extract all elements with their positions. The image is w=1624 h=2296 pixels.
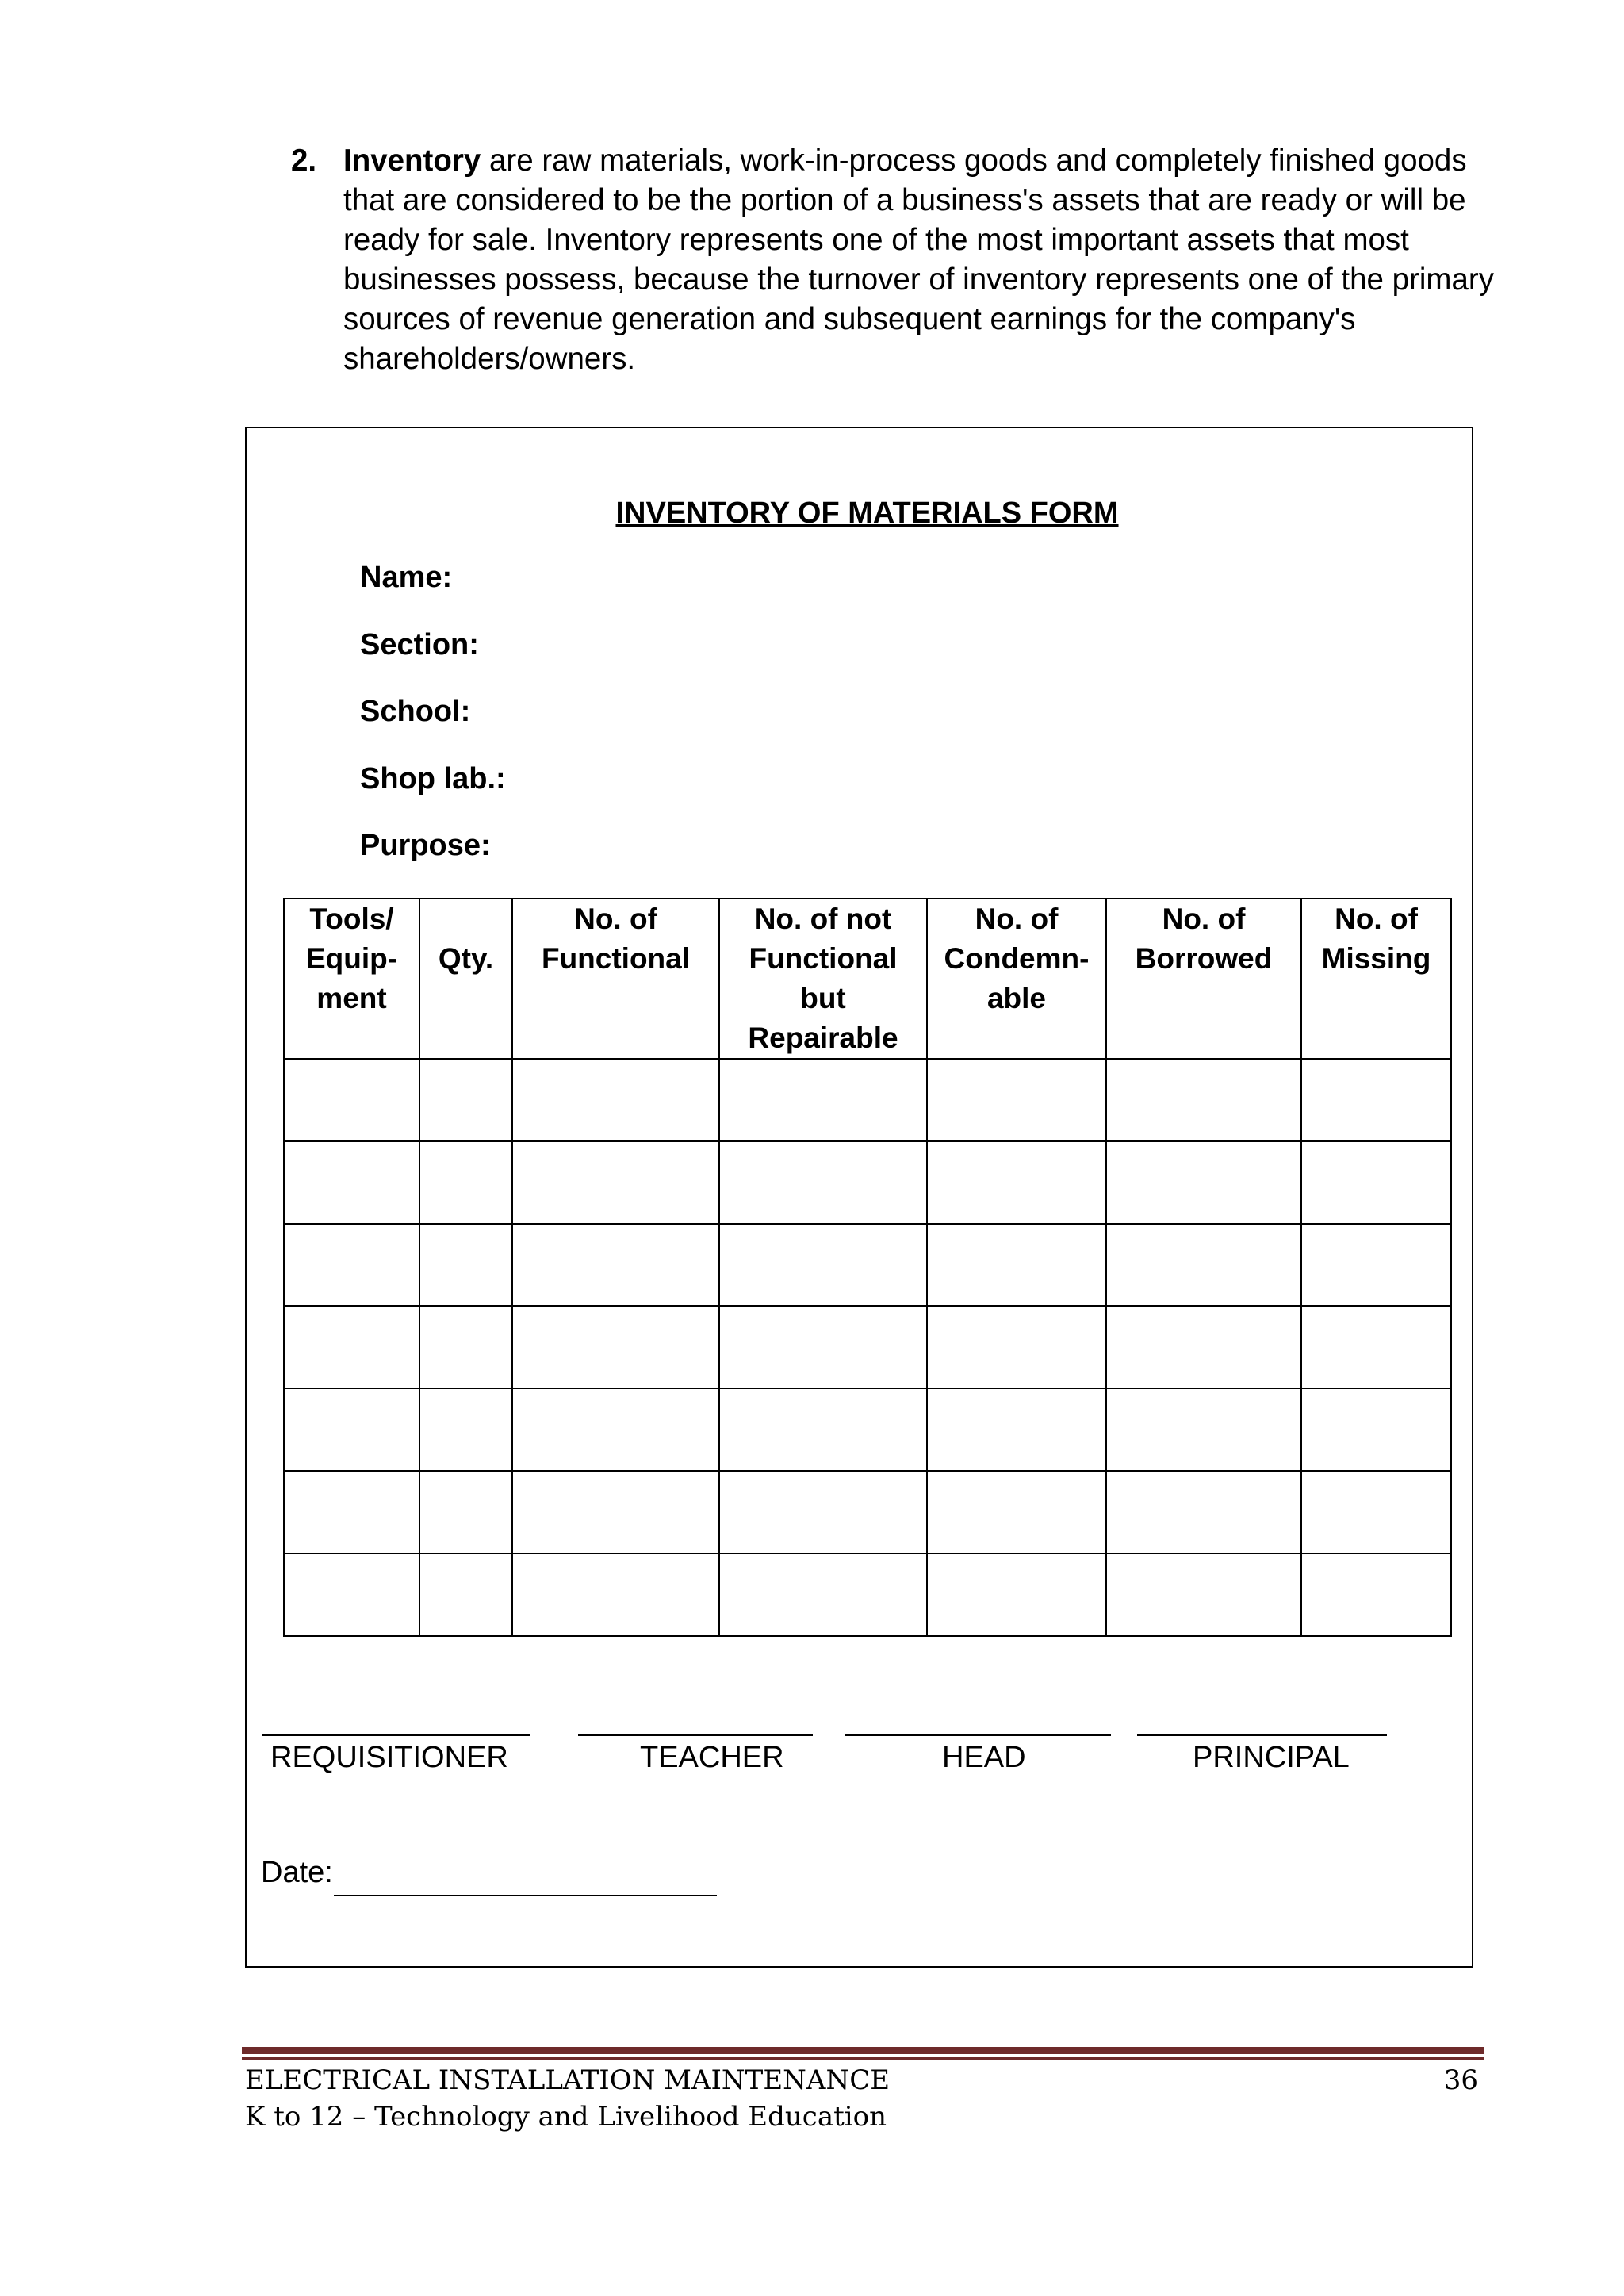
- header-text: Condemn-: [944, 942, 1090, 975]
- table-cell[interactable]: [927, 1141, 1106, 1224]
- table-cell[interactable]: [419, 1389, 512, 1471]
- header-not-functional-repairable: [719, 899, 927, 1059]
- table-cell[interactable]: [284, 1059, 419, 1141]
- table-row: [284, 1141, 1451, 1224]
- requisitioner-label: REQUISITIONER: [270, 1741, 508, 1774]
- table-cell[interactable]: [1106, 1389, 1301, 1471]
- table-cell[interactable]: [1106, 1306, 1301, 1389]
- date-label: Date:: [261, 1856, 333, 1889]
- table-cell[interactable]: [927, 1471, 1106, 1554]
- table-cell[interactable]: [719, 1224, 927, 1306]
- intro-item: [293, 141, 1499, 379]
- table-cell[interactable]: [927, 1224, 1106, 1306]
- header-text: No. of: [574, 903, 657, 935]
- table-header-row: [284, 899, 1451, 1059]
- list-number: 2.: [291, 144, 317, 178]
- header-text: Functional: [541, 942, 691, 975]
- table-cell[interactable]: [1106, 1059, 1301, 1141]
- table-cell[interactable]: [419, 1554, 512, 1636]
- name-field-label: Name:: [360, 561, 453, 594]
- purpose-field-label: Purpose:: [360, 829, 491, 862]
- header-text: Qty.: [438, 942, 494, 975]
- table-row: [284, 1059, 1451, 1141]
- table-cell[interactable]: [927, 1306, 1106, 1389]
- table-cell[interactable]: [419, 1306, 512, 1389]
- table-cell[interactable]: [1301, 1224, 1451, 1306]
- header-qty: [419, 899, 512, 1059]
- table-cell[interactable]: [719, 1141, 927, 1224]
- table-cell[interactable]: [1301, 1389, 1451, 1471]
- table-cell[interactable]: [284, 1389, 419, 1471]
- table-cell[interactable]: [512, 1224, 719, 1306]
- table-cell[interactable]: [284, 1141, 419, 1224]
- inventory-form: [245, 427, 1473, 1968]
- table-cell[interactable]: [1301, 1306, 1451, 1389]
- header-text: Borrowed: [1135, 942, 1273, 975]
- table-cell[interactable]: [512, 1389, 719, 1471]
- table-cell[interactable]: [1106, 1471, 1301, 1554]
- date-input-line[interactable]: [334, 1895, 717, 1896]
- school-field-label: School:: [360, 695, 471, 728]
- table-cell[interactable]: [1301, 1059, 1451, 1141]
- table-cell[interactable]: [927, 1554, 1106, 1636]
- header-text: No. of not: [754, 903, 892, 935]
- header-text: Tools/: [309, 903, 394, 935]
- header-text: Missing: [1321, 942, 1431, 975]
- footer-course: ELECTRICAL INSTALLATION MAINTENANCE: [245, 2064, 891, 2096]
- intro-paragraph: [343, 141, 1499, 379]
- header-missing: [1301, 899, 1451, 1059]
- header-text: No. of: [975, 903, 1059, 935]
- intro-text: are raw materials, work-in-process goods and completely finished goods that are considered to be the portion of a business's assets that are ready or will be ready for sale. Inventory represents one of the most important assets that most businesses possess, because the turnover of inventory represents one of the primary sources of revenue generation and subsequent earnings for the company's shareholders/owners.: [343, 144, 1494, 376]
- table-row: [284, 1554, 1451, 1636]
- header-text: but: [800, 982, 846, 1014]
- page-number: 36: [1443, 2064, 1478, 2096]
- table-cell[interactable]: [512, 1059, 719, 1141]
- footer-title: [245, 2062, 890, 2135]
- footer-program: K to 12 – Technology and Livelihood Education: [245, 2101, 887, 2133]
- table-row: [284, 1389, 1451, 1471]
- table-cell[interactable]: [284, 1224, 419, 1306]
- table-cell[interactable]: [719, 1389, 927, 1471]
- table-cell[interactable]: [719, 1554, 927, 1636]
- table-cell[interactable]: [512, 1141, 719, 1224]
- table-row: [284, 1224, 1451, 1306]
- requisitioner-signature-line[interactable]: [262, 1734, 530, 1736]
- table-cell[interactable]: [284, 1306, 419, 1389]
- table-cell[interactable]: [419, 1471, 512, 1554]
- footer-divider-thin: [242, 2057, 1484, 2060]
- table-cell[interactable]: [1106, 1224, 1301, 1306]
- table-cell[interactable]: [1106, 1554, 1301, 1636]
- header-condemnable: [927, 899, 1106, 1059]
- table-cell[interactable]: [284, 1554, 419, 1636]
- table-row: [284, 1471, 1451, 1554]
- table-cell[interactable]: [927, 1389, 1106, 1471]
- section-field-label: Section:: [360, 628, 479, 661]
- head-label: HEAD: [942, 1741, 1026, 1774]
- table-cell[interactable]: [512, 1554, 719, 1636]
- table-cell[interactable]: [419, 1059, 512, 1141]
- table-cell[interactable]: [1301, 1554, 1451, 1636]
- header-text: Equip-: [305, 942, 398, 975]
- shop-lab-field-label: Shop lab.:: [360, 762, 506, 795]
- header-text: Functional: [749, 942, 898, 975]
- footer-divider: [242, 2047, 1484, 2054]
- header-functional: [512, 899, 719, 1059]
- head-signature-line[interactable]: [845, 1734, 1111, 1736]
- header-text: Repairable: [748, 1022, 898, 1054]
- header-text: ment: [316, 982, 387, 1014]
- inventory-table: [283, 898, 1452, 1637]
- header-text: able: [986, 982, 1047, 1014]
- table-cell[interactable]: [419, 1224, 512, 1306]
- table-cell[interactable]: [512, 1306, 719, 1389]
- principal-label: PRINCIPAL: [1193, 1741, 1350, 1774]
- table-cell[interactable]: [1301, 1471, 1451, 1554]
- table-cell[interactable]: [1106, 1141, 1301, 1224]
- table-cell[interactable]: [719, 1059, 927, 1141]
- header-text: No. of: [1335, 903, 1418, 935]
- header-borrowed: [1106, 899, 1301, 1059]
- principal-signature-line[interactable]: [1137, 1734, 1387, 1736]
- table-cell[interactable]: [1301, 1141, 1451, 1224]
- form-title: INVENTORY OF MATERIALS FORM: [615, 496, 1119, 530]
- teacher-label: TEACHER: [640, 1741, 784, 1774]
- table-cell[interactable]: [419, 1141, 512, 1224]
- table-cell[interactable]: [512, 1471, 719, 1554]
- header-text: No. of: [1162, 903, 1246, 935]
- table-cell[interactable]: [927, 1059, 1106, 1141]
- intro-term: Inventory: [343, 144, 481, 178]
- teacher-signature-line[interactable]: [578, 1734, 813, 1736]
- table-cell[interactable]: [284, 1471, 419, 1554]
- table-body: [284, 1059, 1451, 1636]
- header-tools-equipment: [284, 899, 419, 1059]
- table-cell[interactable]: [719, 1471, 927, 1554]
- table-cell[interactable]: [719, 1306, 927, 1389]
- table-row: [284, 1306, 1451, 1389]
